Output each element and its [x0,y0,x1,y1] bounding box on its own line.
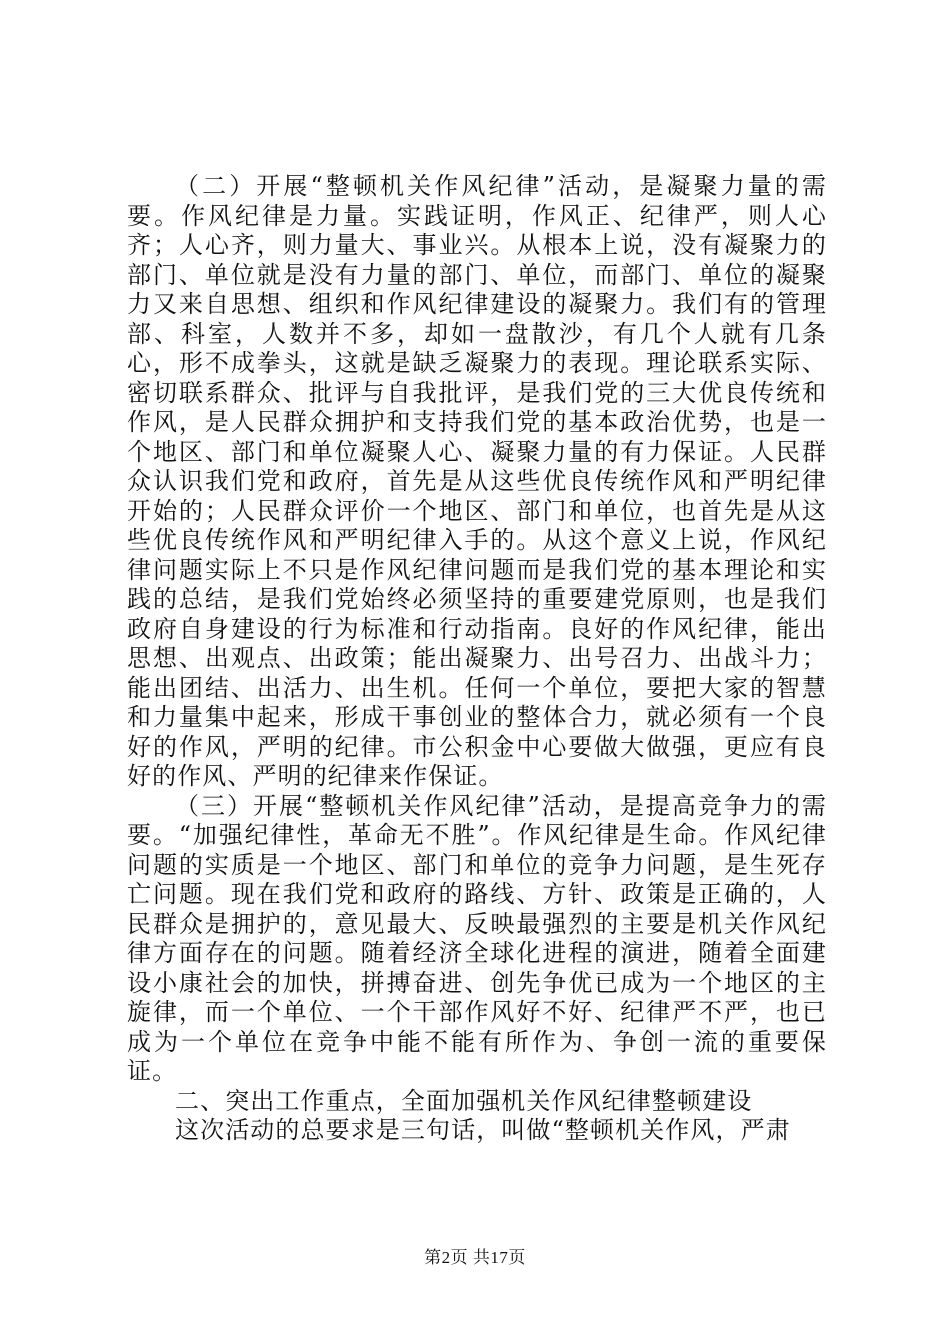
paragraph-2: （二）开展“整顿机关作风纪律”活动，是凝聚力量的需要。作风纪律是力量。实践证明，作风正、纪律严，则人心齐；人心齐，则力量大、事业兴。从根本上说，没有凝聚力的部门、单位就是没有力量的部门、单位，而部门、单位的凝聚力又来自思想、组织和作风纪律建设的凝聚力。我们有的管理部、科室，人数并不多，却如一盘散沙，有几个人就有几条心，形不成拳头，这就是缺乏凝聚力的表现。理论联系实际、密切联系群众、批评与自我批评，是我们党的三大优良传统和作风，是人民群众拥护和支持我们党的基本政治优势，也是一个地区、部门和单位凝聚人心、凝聚力量的有力保证。人民群众认识我们党和政府，首先是从这些优良传统作风和严明纪律开始的；人民群众评价一个地区、部门和单位，也首先是从这些优良传统作风和严明纪律入手的。从这个意义上说，作风纪律问题实际上不只是作风纪律问题而是我们党的基本理论和实践的总结，是我们党始终必须坚持的重要建党原则，也是我们政府自身建设的行为标准和行动指南。良好的作风纪律，能出思想、出观点、出政策；能出凝聚力、出号召力、出战斗力；能出团结、出活力、出生机。任何一个单位，要把大家的智慧和力量集中起来，形成干事创业的整体合力，就必须有一个良好的作风，严明的纪律。市公积金中心要做大做强，更应有良好的作风、严明的纪律来作保证。 [127,172,827,790]
section-heading: 二、突出工作重点，全面加强机关作风纪律整顿建设 [175,1086,753,1115]
paragraph-3: （三）开展“整顿机关作风纪律”活动，是提高竞争力的需要。“加强纪律性，革命无不胜”。作风纪律是生命。作风纪律问题的实质是一个地区、部门和单位的竞争力问题，是生死存亡问题。现在我们党和政府的路线、方针、政策是正确的，人民群众是拥护的，意见最大、反映最强烈的主要是机关作风纪律方面存在的问题。随着经济全球化进程的演进，随着全面建设小康社会的加快，拼搏奋进、创先争优已成为一个地区的主旋律，而一个单位、一个干部作风好不好、纪律严不严，也已成为一个单位在竞争中能不能有所作为、争创一流的重要保证。 [127,791,827,1085]
page-number-footer: 第2页 共17页 [424,1248,526,1267]
document-body [127,172,827,1146]
paragraph-continued: 这次活动的总要求是三句话，叫做“整顿机关作风，严肃 [175,1116,791,1144]
